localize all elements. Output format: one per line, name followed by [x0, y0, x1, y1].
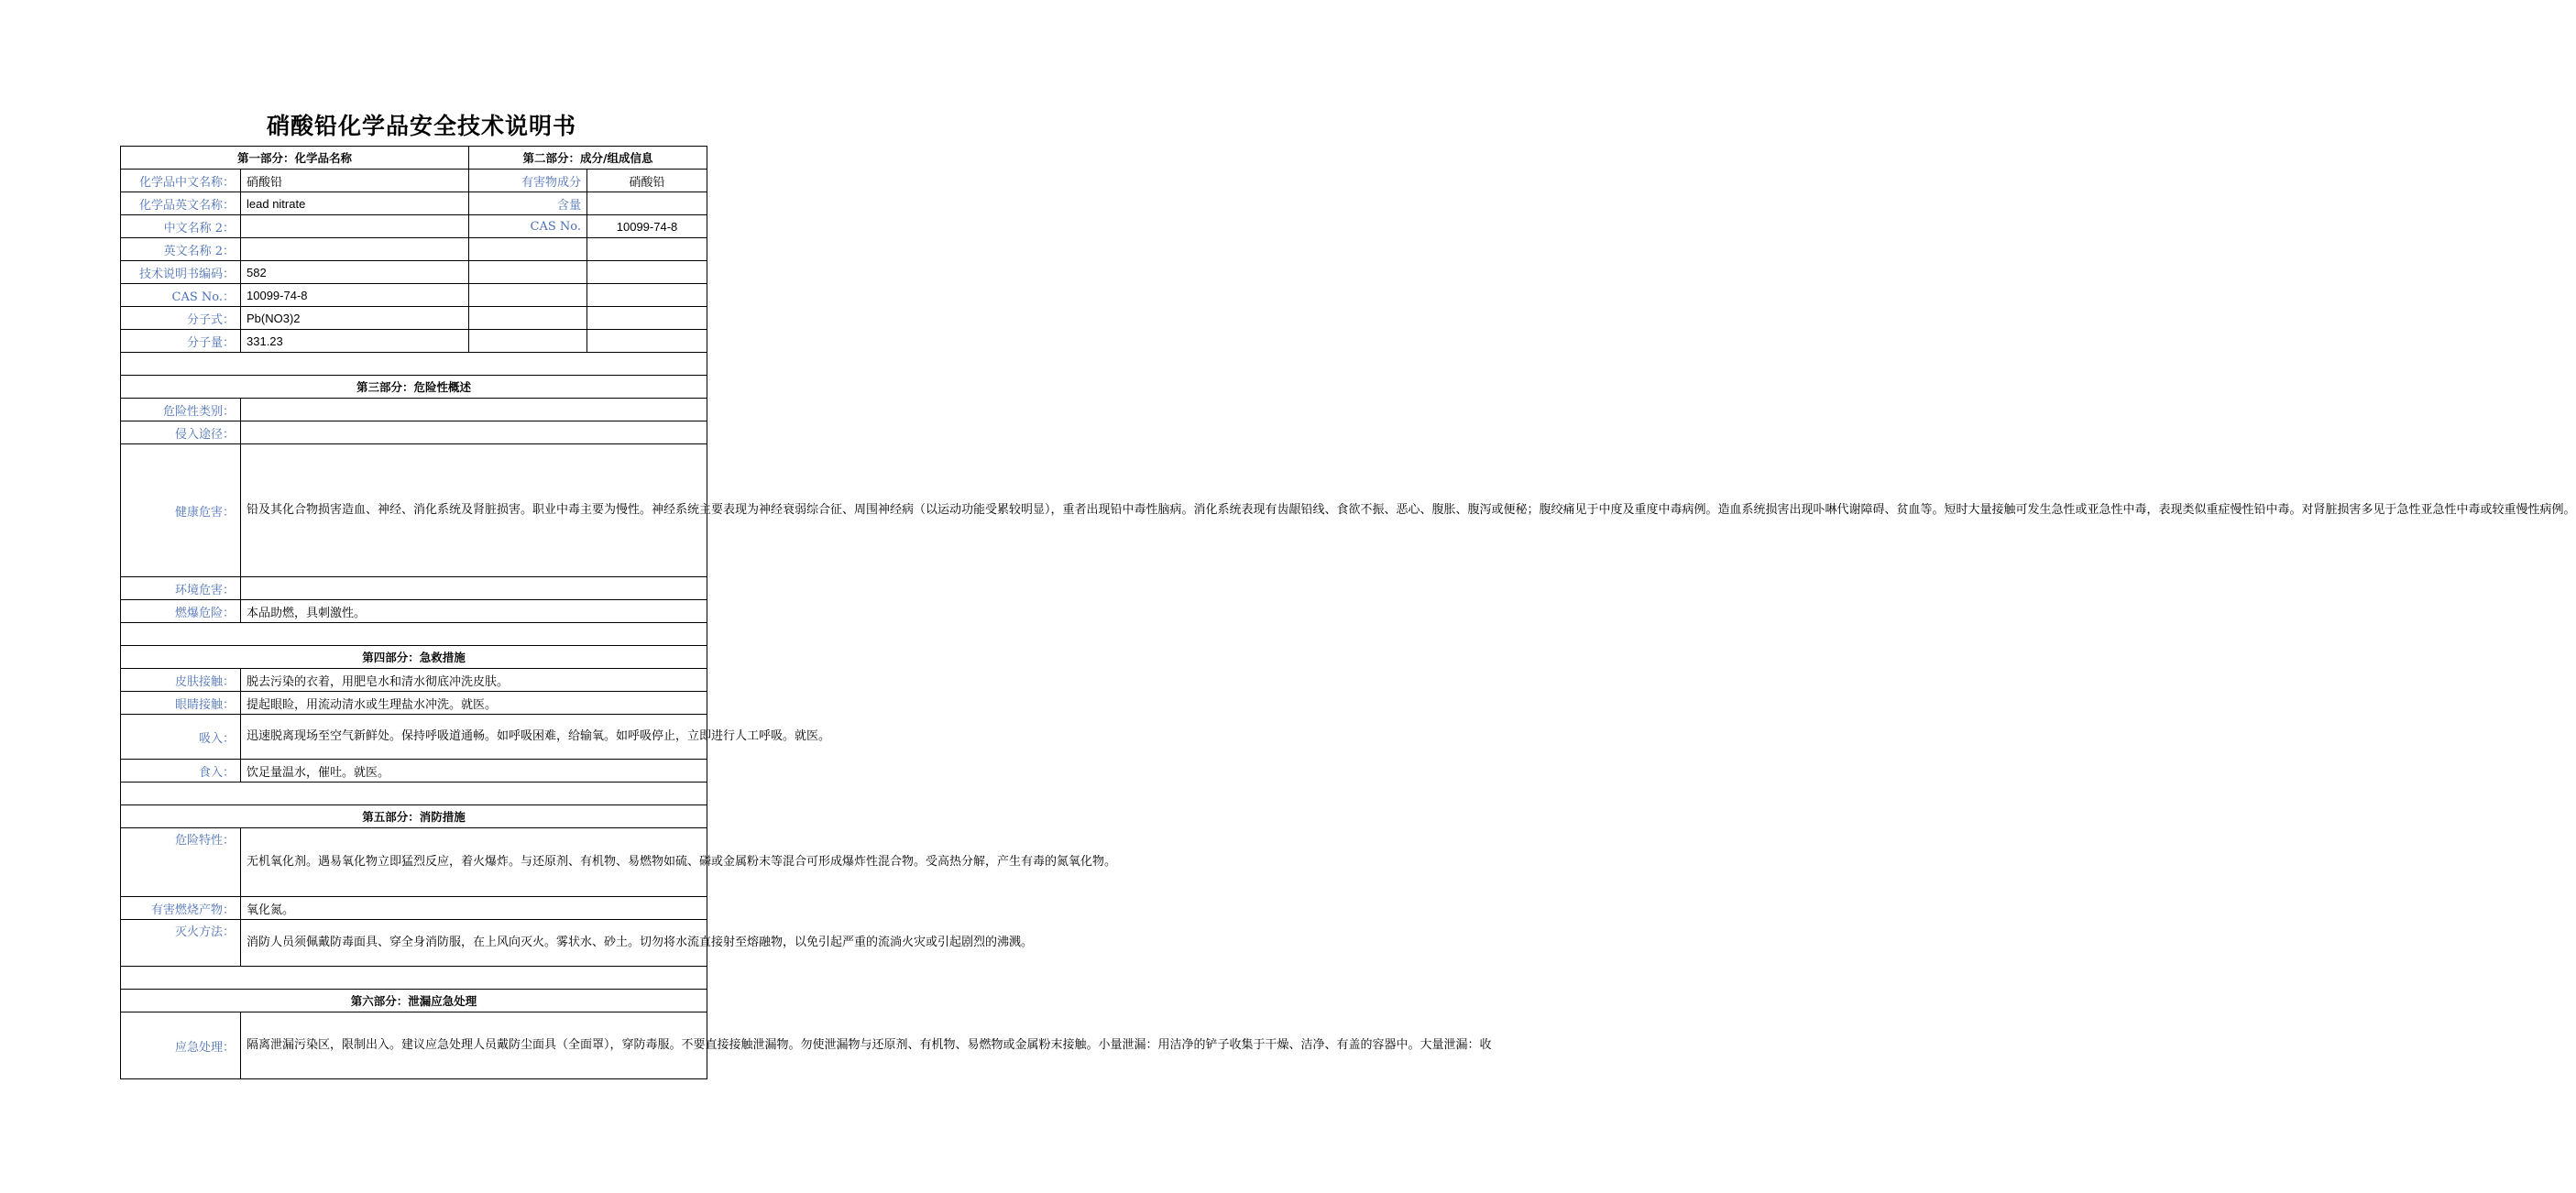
field-label: 分子量：: [121, 330, 241, 353]
field-value: 迅速脱离现场至空气新鲜处。保持呼吸道通畅。如呼吸困难，给输氧。如呼吸停止，立即进行人工呼吸。就医。: [241, 715, 707, 760]
field-label: 灭火方法：: [121, 920, 241, 967]
field-label: 分子式：: [121, 307, 241, 330]
empty-cell: [469, 261, 587, 284]
empty-cell: [587, 284, 707, 307]
field-label: 有害燃烧产物：: [121, 897, 241, 920]
part5-header: 第五部分：消防措施: [121, 805, 707, 828]
field-value: 脱去污染的衣着，用肥皂水和清水彻底冲洗皮肤。: [241, 669, 707, 692]
field-value: 本品助燃，具刺激性。: [241, 600, 707, 623]
msds-table: [120, 146, 2576, 1079]
empty-cell: [587, 307, 707, 330]
field-label: 有害物成分: [469, 170, 587, 192]
field-value: 硝酸铅: [587, 170, 707, 192]
field-value: 氧化氮。: [241, 897, 707, 920]
field-value: 铅及其化合物损害造血、神经、消化系统及肾脏损害。职业中毒主要为慢性。神经系统主要表现为神经衰弱综合征、周围神经病（以运动功能受累较明显），重者出现铅中毒性脑病。消化系统表现有齿龈铅线、食欲不振、恶心、腹胀、腹泻或便秘；腹绞痛见于中度及重度中毒病例。造血系统损害出现卟啉代谢障碍、贫血等。短时大量接触可发生急性或亚急性中毒，表现类似重症慢性铅中毒。对肾脏损害多见于急性亚急性中毒或较重慢性病例。: [241, 444, 707, 577]
field-value: 582: [241, 261, 469, 284]
field-label: 英文名称 2：: [121, 238, 241, 261]
field-value: lead nitrate: [241, 192, 469, 215]
empty-cell: [469, 307, 587, 330]
field-value: 无机氧化剂。遇易氧化物立即猛烈反应，着火爆炸。与还原剂、有机物、易燃物如硫、磷或金属粉末等混合可形成爆炸性混合物。受高热分解，产生有毒的氮氧化物。: [241, 828, 707, 897]
field-value: [241, 577, 707, 600]
field-label: 危险特性：: [121, 828, 241, 897]
field-label: 化学品中文名称：: [121, 170, 241, 192]
field-label: 技术说明书编码：: [121, 261, 241, 284]
field-value: 消防人员须佩戴防毒面具、穿全身消防服，在上风向灭火。雾状水、砂土。切勿将水流直接射至熔融物，以免引起严重的流淌火灾或引起剧烈的沸溅。: [241, 920, 707, 967]
field-label: 燃爆危险：: [121, 600, 241, 623]
spacer-row: [121, 783, 707, 805]
empty-cell: [587, 238, 707, 261]
field-label: CAS No.：: [121, 284, 241, 307]
field-label: 食入：: [121, 760, 241, 783]
empty-cell: [469, 238, 587, 261]
empty-cell: [587, 330, 707, 353]
document-title: 硝酸铅化学品安全技术说明书: [266, 113, 576, 139]
field-label: CAS No.: [469, 215, 587, 238]
field-value: 隔离泄漏污染区，限制出入。建议应急处理人员戴防尘面具（全面罩），穿防毒服。不要直接接触泄漏物。勿使泄漏物与还原剂、有机物、易燃物或金属粉末接触。小量泄漏：用洁净的铲子收集于干燥、洁净、有盖的容器中。大量泄漏：收: [241, 1012, 707, 1079]
field-value: 饮足量温水，催吐。就医。: [241, 760, 707, 783]
field-value: [241, 421, 707, 444]
field-value: [241, 215, 469, 238]
empty-cell: [469, 284, 587, 307]
field-value: 10099-74-8: [241, 284, 469, 307]
field-label: 健康危害：: [121, 444, 241, 577]
field-label: 皮肤接触：: [121, 669, 241, 692]
field-value: [241, 238, 469, 261]
field-label: 含量: [469, 192, 587, 215]
field-value: [241, 399, 707, 421]
field-label: 应急处理：: [121, 1012, 241, 1079]
field-label: 眼睛接触：: [121, 692, 241, 715]
part6-header: 第六部分：泄漏应急处理: [121, 990, 707, 1012]
field-label: 侵入途径：: [121, 421, 241, 444]
field-value: 331.23: [241, 330, 469, 353]
spacer-row: [121, 353, 707, 376]
field-value: Pb(NO3)2: [241, 307, 469, 330]
field-value: 硝酸铅: [241, 170, 469, 192]
part2-header: 第二部分：成分/组成信息: [469, 147, 707, 170]
field-label: 危险性类别：: [121, 399, 241, 421]
spacer-row: [121, 967, 707, 990]
field-value: [587, 192, 707, 215]
empty-cell: [469, 330, 587, 353]
part3-header: 第三部分：危险性概述: [121, 376, 707, 399]
part1-header: 第一部分：化学品名称: [121, 147, 469, 170]
field-label: 化学品英文名称：: [121, 192, 241, 215]
part4-header: 第四部分：急救措施: [121, 646, 707, 669]
field-value: 10099-74-8: [587, 215, 707, 238]
spacer-row: [121, 623, 707, 646]
field-label: 中文名称 2：: [121, 215, 241, 238]
field-value: 提起眼睑，用流动清水或生理盐水冲洗。就医。: [241, 692, 707, 715]
field-label: 吸入：: [121, 715, 241, 760]
empty-cell: [587, 261, 707, 284]
field-label: 环境危害：: [121, 577, 241, 600]
